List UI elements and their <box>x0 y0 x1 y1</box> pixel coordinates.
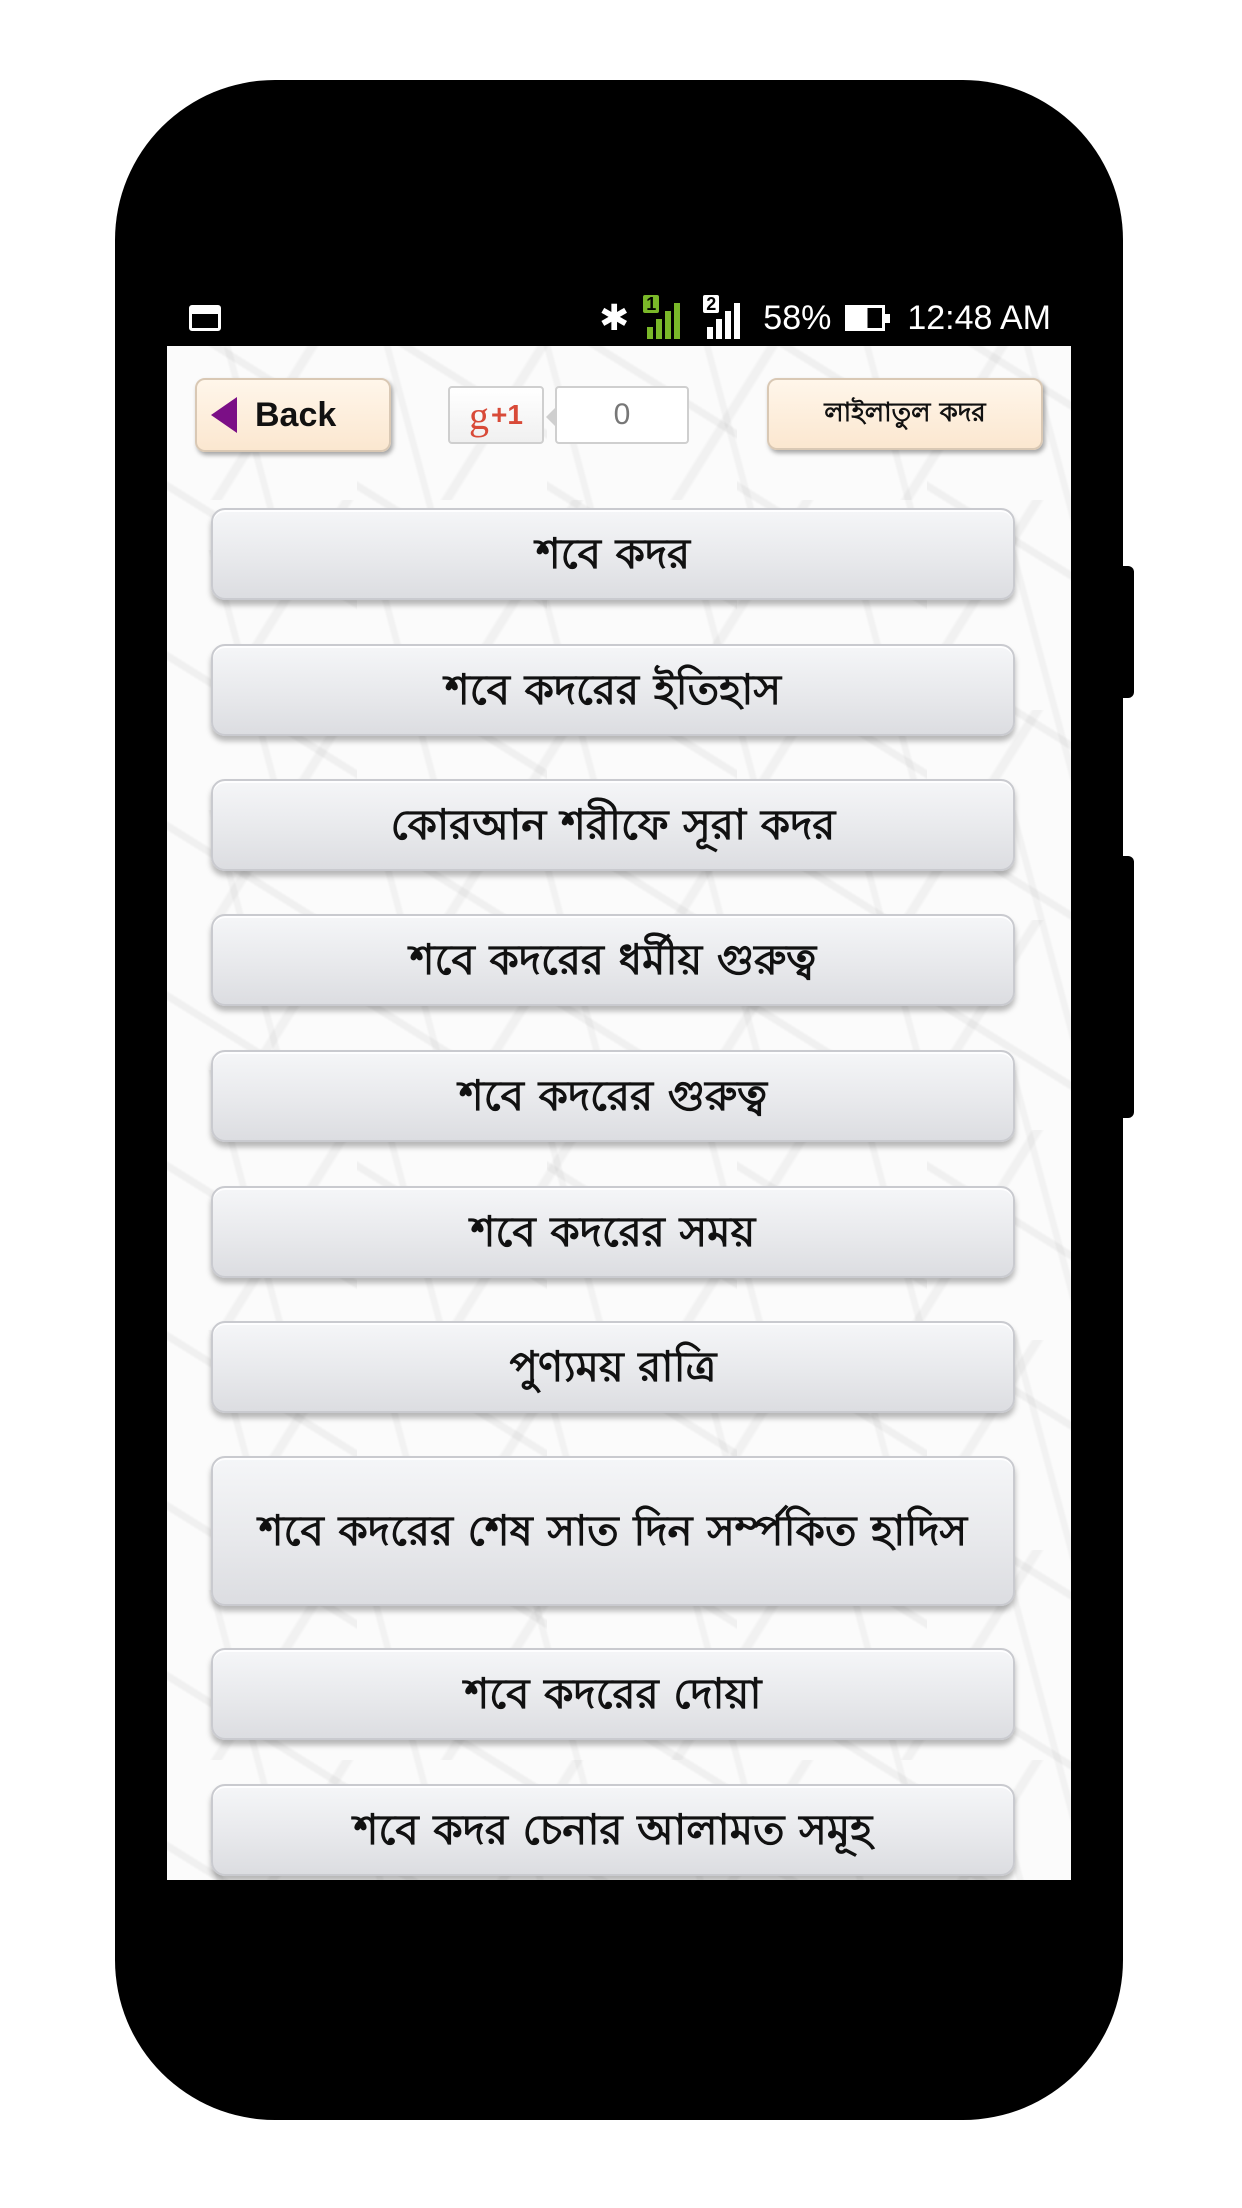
app-screen <box>167 290 1071 1880</box>
image-icon <box>189 305 221 331</box>
top-toolbar <box>167 346 1071 458</box>
back-arrow-icon <box>211 397 237 433</box>
menu-item-time[interactable]: শবে কদরের সময় <box>211 1186 1015 1278</box>
plus-one-count: 0 <box>555 386 689 444</box>
back-button[interactable] <box>195 378 391 452</box>
volume-button <box>1120 566 1134 698</box>
menu-item-last-seven-days-hadith[interactable]: শবে কদরের শেষ সাত দিন সর্ম্পকিত হাদিস <box>211 1456 1015 1606</box>
power-button <box>1120 856 1134 1118</box>
status-icons <box>599 290 1051 346</box>
battery-icon <box>845 305 885 331</box>
signal-sim1-icon <box>643 295 689 341</box>
menu-item-dua[interactable]: শবে কদরের দোয়া <box>211 1648 1015 1740</box>
menu-item-religious-importance[interactable]: শবে কদরের ধর্মীয় গুরুত্ব <box>211 914 1015 1006</box>
battery-percent: 58% <box>763 298 832 337</box>
menu-item-holy-night[interactable]: পুণ্যময় রাত্রি <box>211 1321 1015 1413</box>
menu-item-shobe-kodor[interactable]: শবে কদর <box>211 508 1015 600</box>
plus-one-label: +1 <box>491 399 523 430</box>
menu-item-signs[interactable]: শবে কদর চেনার আলামত সমূহ <box>211 1784 1015 1876</box>
sim2-label: 2 <box>703 295 719 313</box>
menu-item-history[interactable]: শবে কদরের ইতিহাস <box>211 644 1015 736</box>
bluetooth-icon: ✱ <box>599 297 630 338</box>
menu-item-importance[interactable]: শবে কদরের গুরুত্ব <box>211 1050 1015 1142</box>
clock: 12:48 AM <box>907 298 1051 337</box>
menu-item-surah-qadr[interactable]: কোরআন শরীফে সূরা কদর <box>211 779 1015 871</box>
sim1-label: 1 <box>643 295 659 313</box>
google-plus-one-button[interactable] <box>448 386 544 444</box>
signal-sim2-icon <box>703 295 749 341</box>
status-bar <box>167 290 1071 346</box>
back-label: Back <box>255 395 337 434</box>
title-button[interactable]: লাইলাতুল কদর <box>767 378 1043 450</box>
google-plus-icon: g <box>469 392 490 438</box>
